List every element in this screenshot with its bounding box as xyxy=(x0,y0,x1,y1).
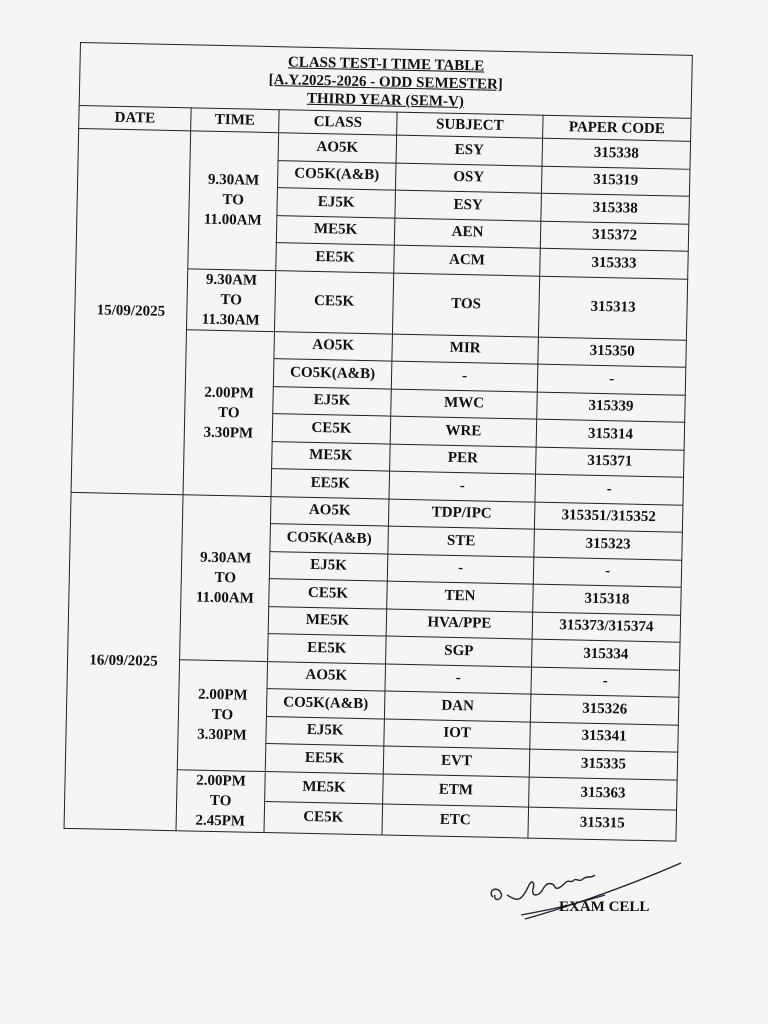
subject-cell: HVA/PPE xyxy=(386,609,533,640)
timetable xyxy=(64,42,693,841)
class-cell: EE5K xyxy=(265,744,384,774)
time-slot-line: 2.45PM xyxy=(195,812,246,830)
time-slot-line: 2.00PM xyxy=(196,772,247,790)
subject-cell: ETC xyxy=(382,804,529,838)
subject-cell: STE xyxy=(388,526,535,557)
time-slot-line: TO xyxy=(214,569,237,586)
class-cell: EJ5K xyxy=(277,188,396,218)
class-cell: ME5K xyxy=(265,771,384,804)
academic-year: [A.Y.2025-2026 - ODD SEMESTER] xyxy=(268,71,503,93)
paper-code-cell: 315339 xyxy=(537,392,686,423)
paper-code-cell: 315323 xyxy=(534,529,683,560)
subject-cell: - xyxy=(385,664,532,695)
time-slot xyxy=(176,769,265,832)
paper-code-cell: 315318 xyxy=(533,584,682,615)
exam-date: 16/09/2025 xyxy=(64,492,183,830)
subject-cell: - xyxy=(391,361,538,392)
paper-code-cell: 315350 xyxy=(538,337,687,368)
paper-code-cell: 315373/315374 xyxy=(532,612,681,643)
subject-cell: AEN xyxy=(394,218,541,249)
time-slot-line: 9.30AM xyxy=(199,549,252,567)
time-slot xyxy=(187,268,276,331)
time-slot xyxy=(177,659,267,771)
paper-code-cell: 315313 xyxy=(538,276,687,340)
time-slot-line: TO xyxy=(222,192,245,209)
time-slot xyxy=(180,494,271,661)
column-header-class: CLASS xyxy=(279,110,397,135)
class-cell: ME5K xyxy=(272,441,391,471)
paper-code-cell: 315363 xyxy=(529,777,678,811)
time-slot-line: 11.00AM xyxy=(195,589,255,607)
time-slot-line: TO xyxy=(209,792,232,809)
class-cell: CO5K(A&B) xyxy=(266,689,385,719)
class-cell: ME5K xyxy=(268,606,387,636)
paper-code-cell: 315372 xyxy=(540,221,689,252)
time-slot-line: 9.30AM xyxy=(205,271,258,289)
paper-code-cell: 315341 xyxy=(530,722,679,753)
paper-code-cell: 315351/315352 xyxy=(534,502,683,533)
time-slot-line: TO xyxy=(220,291,243,308)
subject-cell: DAN xyxy=(384,691,531,722)
subject-cell: ESY xyxy=(396,135,543,166)
paper-code-cell: 315333 xyxy=(540,248,689,279)
class-cell: CE5K xyxy=(264,802,383,835)
subject-cell: - xyxy=(389,471,536,502)
time-slot-line: TO xyxy=(211,706,234,724)
column-header-paper-code: PAPER CODE xyxy=(543,115,691,141)
column-header-date: DATE xyxy=(79,105,191,130)
time-slot-line: 3.30PM xyxy=(197,726,247,744)
paper-code-cell: 315314 xyxy=(536,419,685,450)
time-slot-line: 9.30AM xyxy=(207,171,260,190)
exam-date: 15/09/2025 xyxy=(71,128,191,494)
time-slot-line: 3.30PM xyxy=(203,424,254,442)
subject-cell: EVT xyxy=(383,746,530,777)
subject-cell: IOT xyxy=(384,719,531,750)
signature-block xyxy=(485,855,685,925)
column-header-time: TIME xyxy=(191,108,279,133)
paper-code-cell: 315319 xyxy=(541,166,690,197)
class-cell: CE5K xyxy=(269,579,388,609)
paper-code-cell: - xyxy=(537,364,686,395)
class-cell: CE5K xyxy=(272,414,391,444)
paper-code-cell: - xyxy=(535,474,684,505)
time-slot xyxy=(188,131,279,270)
paper-code-cell: 315326 xyxy=(530,694,679,725)
paper-code-cell: 315335 xyxy=(529,749,678,780)
exam-cell-label: EXAM CELL xyxy=(559,899,650,915)
subject-cell: MIR xyxy=(392,334,539,365)
subject-cell: ACM xyxy=(394,245,541,276)
subject-cell: OSY xyxy=(395,163,542,194)
subject-cell: TDP/IPC xyxy=(388,499,535,530)
paper-code-cell: 315334 xyxy=(532,639,681,670)
paper-code-cell: - xyxy=(531,667,680,698)
subject-cell: WRE xyxy=(390,416,537,447)
timetable-sheet xyxy=(64,42,692,841)
class-cell: EJ5K xyxy=(266,716,385,746)
time-slot-line: 11.30AM xyxy=(201,311,260,329)
paper-code-cell: 315371 xyxy=(536,447,685,478)
class-cell: CO5K(A&B) xyxy=(277,160,396,190)
class-cell: AO5K xyxy=(267,661,386,691)
subject-cell: PER xyxy=(390,444,537,475)
subject-cell: MWC xyxy=(391,389,538,420)
class-cell: AO5K xyxy=(270,496,389,526)
class-cell: EE5K xyxy=(268,634,387,664)
subject-cell: - xyxy=(387,554,534,585)
column-header-subject: SUBJECT xyxy=(397,112,543,138)
paper-code-cell: 315338 xyxy=(541,193,690,224)
time-slot xyxy=(183,329,274,496)
subject-cell: ESY xyxy=(395,190,542,221)
time-slot-line: 11.00AM xyxy=(203,211,262,230)
time-slot-line: 2.00PM xyxy=(204,384,255,402)
class-cell: CE5K xyxy=(274,270,393,333)
paper-code-cell: 315315 xyxy=(528,807,677,841)
paper-code-cell: - xyxy=(533,557,682,588)
time-slot-line: 2.00PM xyxy=(197,686,248,704)
subject-cell: TOS xyxy=(392,273,539,337)
class-cell: EE5K xyxy=(276,243,395,273)
class-cell: AO5K xyxy=(274,331,393,361)
class-cell: EJ5K xyxy=(273,386,392,416)
subject-cell: ETM xyxy=(383,774,530,808)
subject-cell: SGP xyxy=(386,636,533,667)
year-semester: THIRD YEAR (SEM-V) xyxy=(306,90,464,111)
paper-code-cell: 315338 xyxy=(542,138,691,169)
class-cell: CO5K(A&B) xyxy=(273,359,392,389)
class-cell: AO5K xyxy=(278,133,397,163)
subject-cell: TEN xyxy=(387,581,534,612)
document-title: CLASS TEST-I TIME TABLE xyxy=(287,54,485,75)
class-cell: EE5K xyxy=(271,469,390,499)
time-slot-line: TO xyxy=(217,404,240,421)
class-cell: ME5K xyxy=(276,215,395,245)
class-cell: CO5K(A&B) xyxy=(270,524,389,554)
class-cell: EJ5K xyxy=(269,551,388,581)
